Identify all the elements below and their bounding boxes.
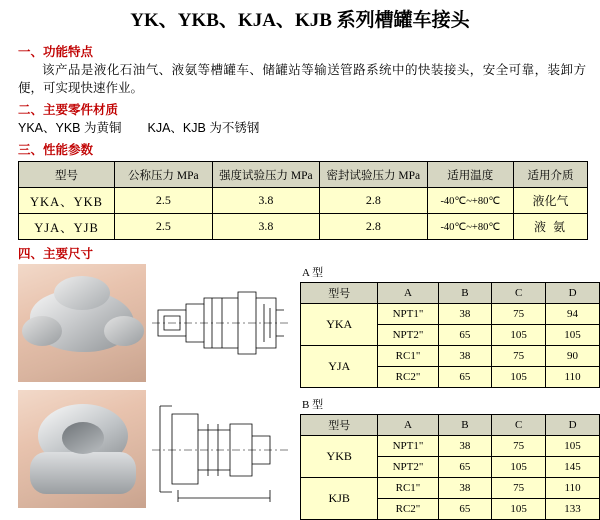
dim-b-g0-r0-d: 105 <box>546 436 600 457</box>
performance-table <box>18 161 588 240</box>
perf-col-seal: 密封试验压力 MPa <box>320 162 427 188</box>
material-stainless: KJA、KJB 为不锈钢 <box>147 121 260 136</box>
dimensions-section <box>10 264 590 514</box>
dim-a-g0-r1-c: 105 <box>492 325 546 346</box>
table-header-row <box>301 415 600 436</box>
table-row <box>301 478 600 499</box>
perf-col-medium: 适用介质 <box>514 162 588 188</box>
product-photo-b <box>18 390 146 508</box>
dim-a-col-a: A <box>378 283 438 304</box>
technical-drawing-a <box>152 264 288 382</box>
dim-b-g1-r1-a: RC2" <box>378 499 438 520</box>
dim-a-g0-r0-b: 38 <box>438 304 492 325</box>
perf-row2-strength: 3.8 <box>212 214 319 240</box>
perf-row1-seal: 2.8 <box>320 188 427 214</box>
dim-a-g0-r1-d: 105 <box>546 325 600 346</box>
dim-b-g1-r1-b: 65 <box>438 499 492 520</box>
table-row <box>19 188 588 214</box>
dim-b-g1-r0-d: 110 <box>546 478 600 499</box>
dim-b-col-model: 型号 <box>301 415 378 436</box>
section-3-heading: 三、性能参数 <box>18 143 94 158</box>
perf-row1-nominal: 2.5 <box>115 188 213 214</box>
dim-b-col-d: D <box>546 415 600 436</box>
figure-row-b <box>18 390 288 508</box>
dim-a-g1-r1-b: 65 <box>438 367 492 388</box>
page-title: YK、YKB、KJA、KJB 系列槽罐车接头 <box>130 10 470 31</box>
dim-b-col-c: C <box>492 415 546 436</box>
table-row <box>301 304 600 325</box>
dim-a-g1-r0-c: 75 <box>492 346 546 367</box>
dim-a-g1-r1-d: 110 <box>546 367 600 388</box>
figure-column <box>18 264 288 516</box>
perf-row2-nominal: 2.5 <box>115 214 213 240</box>
section-2-heading: 二、主要零件材质 <box>18 103 119 118</box>
figure-row-a <box>18 264 288 382</box>
dim-a-col-model: 型号 <box>301 283 378 304</box>
dim-b-g0-r1-d: 145 <box>546 457 600 478</box>
perf-row1-model: YKA、YKB <box>19 188 115 214</box>
dimension-tables-column <box>300 264 600 520</box>
dim-table-a-caption: A 型 <box>302 267 324 280</box>
section-1-heading: 一、功能特点 <box>18 44 94 59</box>
section-4-heading: 四、主要尺寸 <box>18 247 94 262</box>
dim-b-g1-r0-b: 38 <box>438 478 492 499</box>
perf-row1-strength: 3.8 <box>212 188 319 214</box>
table-row <box>19 214 588 240</box>
perf-col-nominal: 公称压力 MPa <box>115 162 213 188</box>
dim-b-g0-r1-c: 105 <box>492 457 546 478</box>
dim-b-g1-r0-a: RC1" <box>378 478 438 499</box>
product-photo-a <box>18 264 146 382</box>
dim-b-g0-r0-b: 38 <box>438 436 492 457</box>
technical-drawing-b <box>152 390 288 508</box>
dim-b-g0-r1-a: NPT2" <box>378 457 438 478</box>
dim-a-g0-r0-d: 94 <box>546 304 600 325</box>
dim-a-g0-model: YKA <box>301 304 378 346</box>
dim-a-g1-model: YJA <box>301 346 378 388</box>
perf-row2-model: YJA、YJB <box>19 214 115 240</box>
dim-b-g1-r1-d: 133 <box>546 499 600 520</box>
table-row <box>301 436 600 457</box>
performance-table-wrap <box>18 161 590 240</box>
section-2-body <box>18 119 586 137</box>
dim-a-col-d: D <box>546 283 600 304</box>
section-1-body: 该产品是液化石油气、液氨等槽罐车、储罐站等输送管路系统中的快装接头，安全可靠，装卸方便，可实现快速作业。 <box>18 62 586 95</box>
dim-b-col-a: A <box>378 415 438 436</box>
dim-b-g1-model: KJB <box>301 478 378 520</box>
dim-a-g0-r0-c: 75 <box>492 304 546 325</box>
dim-b-g0-r1-b: 65 <box>438 457 492 478</box>
dimension-table-b <box>300 414 600 520</box>
perf-col-model: 型号 <box>19 162 115 188</box>
perf-row1-temp: -40℃~+80℃ <box>427 188 514 214</box>
dim-a-g1-r0-a: RC1" <box>378 346 438 367</box>
dim-b-g0-r0-a: NPT1" <box>378 436 438 457</box>
dim-a-g0-r1-a: NPT2" <box>378 325 438 346</box>
dimension-table-a <box>300 282 600 388</box>
perf-col-temp: 适用温度 <box>427 162 514 188</box>
dim-a-col-b: B <box>438 283 492 304</box>
table-row <box>301 346 600 367</box>
material-brass: YKA、YKB 为黄铜 <box>18 121 122 136</box>
dim-b-g0-model: YKB <box>301 436 378 478</box>
dim-a-g0-r1-b: 65 <box>438 325 492 346</box>
dim-table-b-caption: B 型 <box>302 399 324 412</box>
dim-b-g1-r0-c: 75 <box>492 478 546 499</box>
table-header-row <box>301 283 600 304</box>
table-header-row <box>19 162 588 188</box>
dim-a-col-c: C <box>492 283 546 304</box>
perf-row2-temp: -40℃~+80℃ <box>427 214 514 240</box>
perf-row2-seal: 2.8 <box>320 214 427 240</box>
dim-b-g1-r1-c: 105 <box>492 499 546 520</box>
dim-a-g0-r0-a: NPT1" <box>378 304 438 325</box>
perf-row1-medium: 液化气 <box>514 188 588 214</box>
dim-a-g1-r0-b: 38 <box>438 346 492 367</box>
dim-a-g1-r1-a: RC2" <box>378 367 438 388</box>
perf-col-strength: 强度试验压力 MPa <box>212 162 319 188</box>
dim-a-g1-r1-c: 105 <box>492 367 546 388</box>
dim-b-col-b: B <box>438 415 492 436</box>
dim-a-g1-r0-d: 90 <box>546 346 600 367</box>
dim-b-g0-r0-c: 75 <box>492 436 546 457</box>
perf-row2-medium: 液 氨 <box>514 214 588 240</box>
